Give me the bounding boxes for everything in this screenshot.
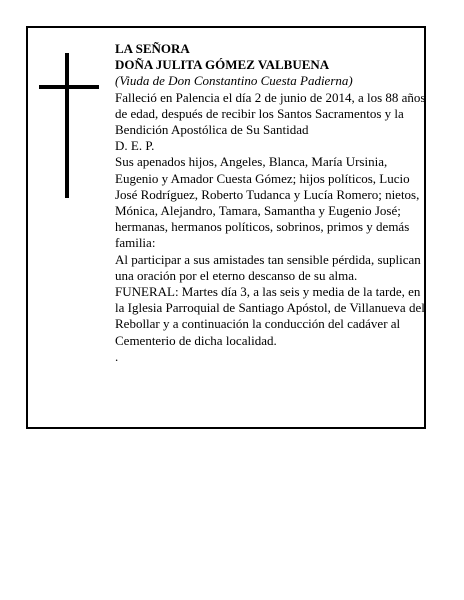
cross-horizontal-bar xyxy=(39,85,99,89)
rip-line: D. E. P. xyxy=(115,138,155,154)
obituary-notice xyxy=(26,26,426,429)
deceased-name: DOÑA JULITA GÓMEZ VALBUENA xyxy=(115,57,330,73)
heading-title: LA SEÑORA xyxy=(115,41,190,56)
latin-cross-icon xyxy=(39,53,99,198)
widow-subtitle: (Viuda de Don Constantino Cuesta Padierna) xyxy=(115,73,353,89)
trailing-mark: . xyxy=(115,348,119,364)
funeral-paragraph: FUNERAL: Martes día 3, a las seis y media de la tarde, en la Iglesia Parroquial de Santiago Apóstol, de Villanueva del Rebollar y a continuación la conducción del cadáver al Cementerio de dicha localidad. xyxy=(115,284,425,348)
family-paragraph: Sus apenados hijos, Angeles, Blanca, María Ursinia, Eugenio y Amador Cuesta Gómez; hijos políticos, Lucio José Rodríguez, Roberto Tudanca y Lucía Romero; nietos, Mónica, Alejandro, Tamara, Samantha y Eugenio José; hermanas, hermanos políticos, sobrinos, primos y demás familia: xyxy=(115,154,420,251)
cross-vertical-bar xyxy=(65,53,69,198)
request-paragraph: Al participar a sus amistades tan sensible pérdida, suplican una oración por el eterno descanso de su alma. xyxy=(115,251,421,283)
obituary-text xyxy=(115,41,427,365)
death-paragraph: Falleció en Palencia el día 2 de junio de 2014, a los 88 años de edad, después de recibir los Santos Sacramentos y la Bendición Apostólica de Su Santidad xyxy=(115,89,426,138)
